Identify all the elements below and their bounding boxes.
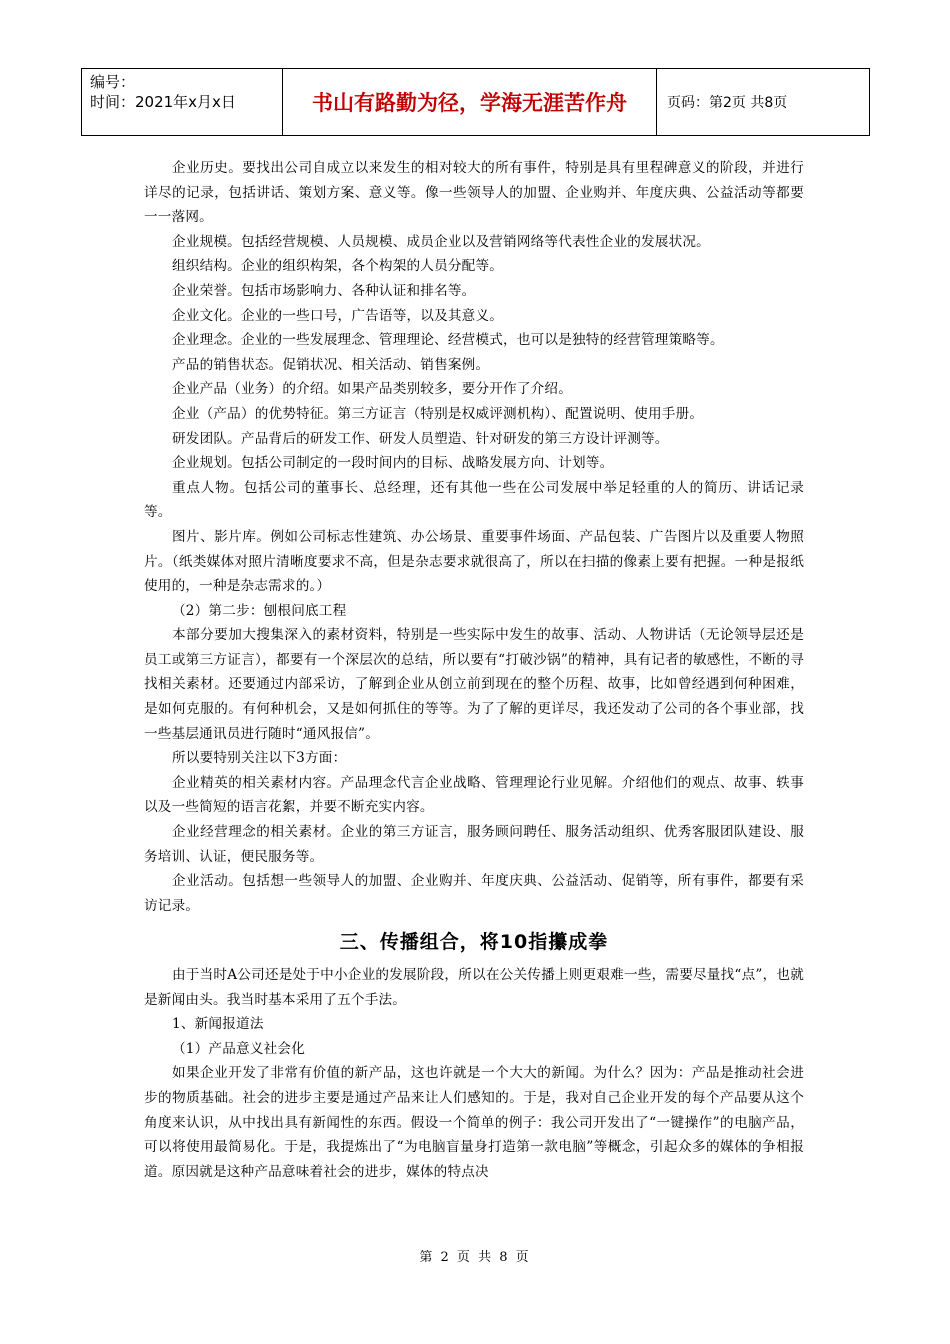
document-body: [144, 156, 804, 1184]
paragraph: 本部分要加大搜集深入的素材资料，特别是一些实际中发生的故事、活动、人物讲话（无论领导层还是员工或第三方证言），都要有一个深层次的总结，所以要有“打破沙锅”的精神，具有记者的敏感性，不断的寻找相关素材。还要通过内部采访，了解到企业从创立前到现在的整个历程、故事，比如曾经遇到何种困难，是如何克服的。有何种机会，又是如何抓住的等等。为了了解的更详尽，我还发动了公司的各个事业部，找一些基层通讯员进行随时“通风报信”。: [144, 627, 804, 742]
paragraph: 企业精英的相关素材内容。产品理念代言企业战略、管理理论行业见解。介绍他们的观点、故事、轶事以及一些简短的语言花絮，并要不断充实内容。: [144, 774, 804, 816]
paragraph: 1、新闻报道法: [172, 1016, 264, 1033]
paragraph: 企业规模。包括经营规模、人员规模、成员企业以及营销网络等代表性企业的发展状况。: [172, 233, 710, 250]
paragraph: 企业产品（业务）的介绍。如果产品类别较多，要分开作了介绍。: [172, 381, 573, 398]
paragraph: 所以要特别关注以下3方面：: [172, 750, 347, 767]
paragraph: 由于当时A公司还是处于中小企业的发展阶段，所以在公关传播上则更艰难一些，需要尽量找“点”，也就是新闻由头。我当时基本采用了五个手法。: [144, 967, 804, 1008]
paragraph: 企业荣誉。包括市场影响力、各种认证和排名等。: [172, 282, 476, 299]
paragraph: 企业理念。企业的一些发展理念、管理理论、经营模式，也可以是独特的经营管理策略等。: [172, 332, 724, 349]
paragraph: 企业历史。要找出公司自成立以来发生的相对较大的所有事件，特别是具有里程碑意义的阶段，并进行详尽的记录，包括讲话、策划方案、意义等。像一些领导人的加盟、企业购并、年度庆典、公益活动等都要一一落网。: [144, 160, 804, 226]
paragraph: 产品的销售状态。促销状况、相关活动、销售案例。: [172, 356, 490, 373]
paragraph: 企业活动。包括想一些领导人的加盟、企业购并、年度庆典、公益活动、促销等，所有事件，都要有采访记录。: [144, 873, 804, 914]
paragraph: 企业经营理念的相关素材。企业的第三方证言，服务顾问聘任、服务活动组织、优秀客服团队建设、服务培训、认证，便民服务等。: [144, 824, 804, 865]
paragraph: 企业（产品）的优势特征。第三方证言（特别是权威评测机构）、配置说明、使用手册。: [172, 405, 704, 422]
date-label: 时间：2021年x月x日: [90, 93, 236, 111]
paragraph: 研发团队。产品背后的研发工作、研发人员塑造、针对研发的第三方设计评测等。: [172, 430, 669, 447]
page-footer: 第 2 页 共 8 页: [419, 1250, 531, 1265]
header-meta: [82, 69, 283, 135]
section-title: 三、传播组合，将10指攥成拳: [339, 931, 609, 954]
paragraph: 如果企业开发了非常有价值的新产品，这也许就是一个大大的新闻。为什么？因为：产品是推动社会进步的物质基础。社会的进步主要是通过产品来让人们感知的。于是，我对自己企业开发的每个产品要从这个角度来认识，从中找出具有新闻性的东西。假设一个简单的例子：我公司开发出了“一键操作”的电脑产品，可以将使用最简易化。于是，我提炼出了“为电脑盲量身打造第一款电脑”等概念，引起众多的媒体的争相报道。原因就是这种产品意味着社会的进步，媒体的特点决: [144, 1065, 804, 1180]
paragraph: （1）产品意义社会化: [172, 1040, 305, 1057]
header-table: [81, 68, 870, 136]
paragraph: 重点人物。包括公司的董事长、总经理，还有其他一些在公司发展中举足轻重的人的简历、讲话记录等。: [144, 479, 804, 521]
page-info: 页码：第2页 共8页: [667, 95, 788, 111]
paragraph: （2）第二步：刨根问底工程: [172, 602, 347, 619]
paragraph: 企业文化。企业的一些口号，广告语等，以及其意义。: [172, 307, 504, 324]
motto: 书山有路勤为径，学海无涯苦作舟: [283, 69, 657, 135]
number-label: 编号：: [90, 73, 136, 91]
paragraph: 图片、影片库。例如公司标志性建筑、办公场景、重要事件场面、产品包装、广告图片以及重要人物照片。（纸类媒体对照片清晰度要求不高，但是杂志要求就很高了，所以在扫描的像素上要有把握。一种是报纸使用的，一种是杂志需求的。）: [144, 528, 804, 595]
paragraph: 组织结构。企业的组织构架，各个构架的人员分配等。: [172, 258, 504, 275]
paragraph: 企业规划。包括公司制定的一段时间内的目标、战略发展方向、计划等。: [172, 455, 614, 472]
